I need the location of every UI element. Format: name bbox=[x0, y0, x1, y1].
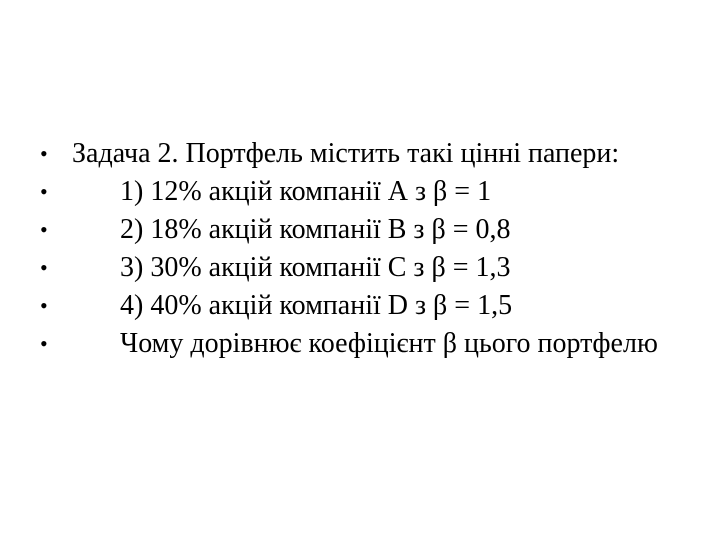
holding-a: 1) 12% акцій компанії А з β = 1 bbox=[120, 176, 492, 207]
bullet-icon: • bbox=[40, 331, 48, 356]
bullet-icon: • bbox=[40, 255, 48, 280]
bullet-item-1 bbox=[40, 173, 680, 211]
task-statement: Задача 2. Портфель містить такі цінні папери: bbox=[72, 138, 620, 169]
bullet-icon: • bbox=[40, 141, 48, 166]
bullet-item-4 bbox=[40, 287, 680, 325]
bullet-icon: • bbox=[40, 293, 48, 318]
bullet-item-2 bbox=[40, 211, 680, 249]
holding-b: 2) 18% акцій компанії В з β = 0,8 bbox=[120, 214, 511, 245]
bullet-item-3 bbox=[40, 249, 680, 287]
bullet-item-task bbox=[40, 135, 680, 173]
bullet-icon: • bbox=[40, 217, 48, 242]
bullet-list bbox=[40, 135, 680, 363]
holding-c: 3) 30% акцій компанії С з β = 1,3 bbox=[120, 252, 511, 283]
holding-d: 4) 40% акцій компанії D з β = 1,5 bbox=[120, 290, 513, 321]
question: Чому дорівнює коефіцієнт β цього портфелю bbox=[120, 328, 658, 359]
bullet-item-question bbox=[40, 325, 680, 363]
bullet-icon: • bbox=[40, 179, 48, 204]
